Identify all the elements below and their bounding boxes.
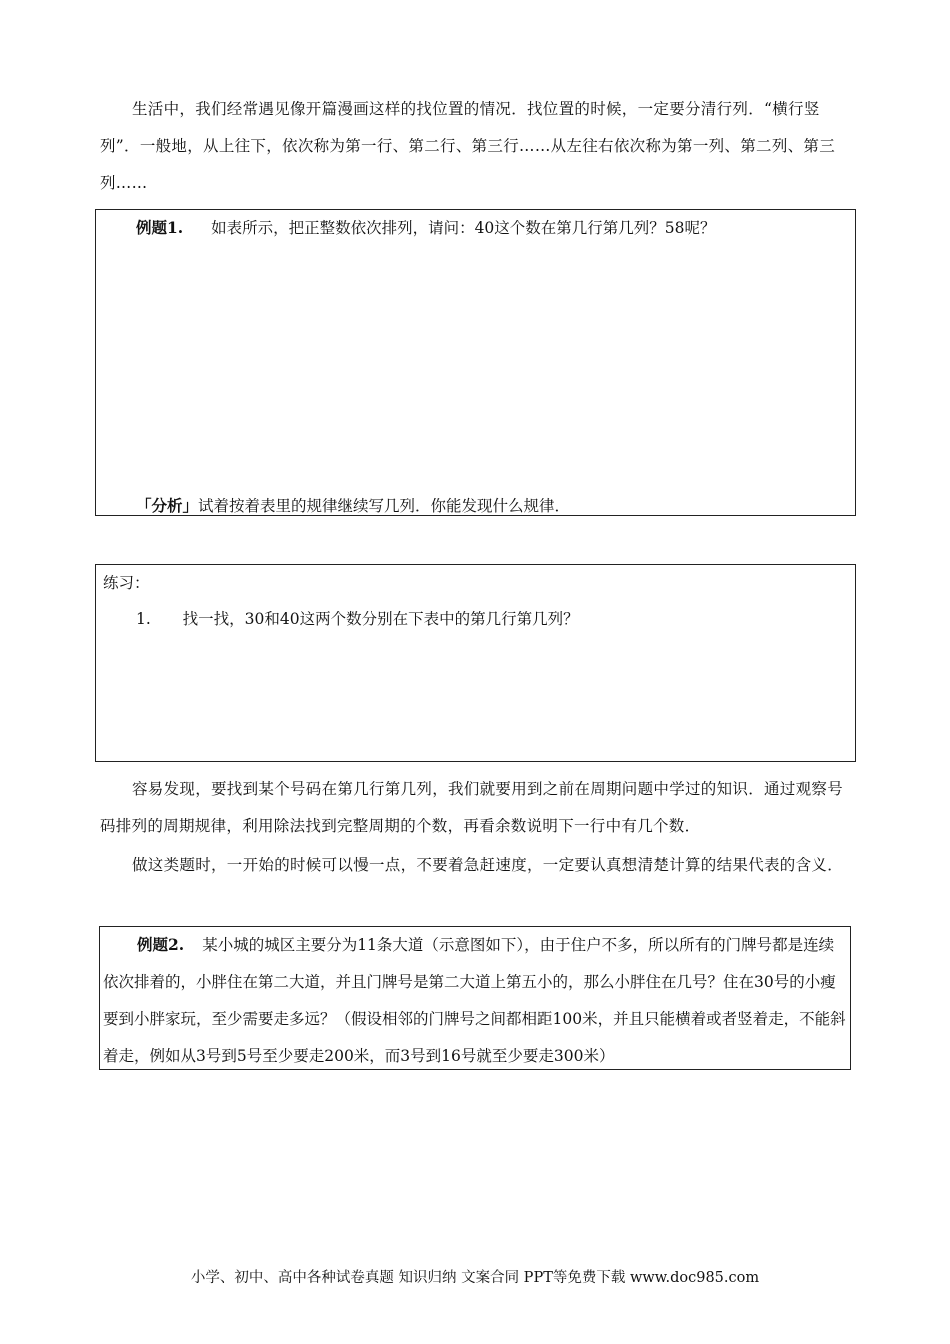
practice-item-text: 找一找，30和40这两个数分别在下表中的第几行第几列？ — [182, 610, 579, 628]
analysis-text: 试着按着表里的规律继续写几列．你能发现什么规律． — [198, 497, 571, 515]
example1-box — [95, 209, 856, 516]
example1-analysis-line — [136, 494, 570, 516]
example2-text-block — [103, 926, 848, 1075]
footer-text: 小学、初中、高中各种试卷真题 知识归纳 文案合同 PPT等免费下载 www.doc985.com — [190, 1270, 760, 1286]
tips-paragraph: 做这类题时，一开始的时候可以慢一点，不要着急赶速度，一定要认真想清楚计算的结果代表的含义． — [132, 856, 844, 874]
example2-text: 某小城的城区主要分为11条大道（示意图如下），由于住户不多，所以所有的门牌号都是连续依次排着的，小胖住在第二大道，并且门牌号是第二大道上第五小的，那么小胖住在几号？住在30号的小瘦要到小胖家玩，至少需要走多远？（假设相邻的门牌号之间都相距100米，并且只能横着或者竖着走，不能斜着走，例如从3号到5号至少要走200米，而3号到16号就至少要走300米） — [103, 936, 846, 1065]
method-paragraph: 容易发现，要找到某个号码在第几行第几列，我们就要用到之前在周期问题中学过的知识．通过观察号码排列的周期规律，利用除法找到完整周期的个数，再看余数说明下一行中有几个数． — [100, 780, 844, 835]
example2-label: 例题2. — [137, 935, 185, 954]
example2-box — [99, 926, 851, 1070]
practice-item — [136, 607, 579, 629]
example1-question: 如表所示，把正整数依次排列，请问：40这个数在第几行第几列？58呢？ — [211, 219, 716, 237]
practice-item-number: 1. — [136, 610, 151, 628]
analysis-label: 「分析」 — [136, 496, 199, 515]
example1-label: 例题1. — [136, 218, 184, 237]
practice-box — [95, 564, 856, 762]
intro-paragraph: 生活中，我们经常遇见像开篇漫画这样的找位置的情况．找位置的时候，一定要分清行列．“横行竖列”．一般地，从上往下，依次称为第一行、第二行、第三行……从左往右依次称为第一列、第二列、第三列…… — [100, 100, 836, 192]
practice-label: 练习： — [103, 574, 150, 592]
example1-line — [136, 216, 716, 238]
